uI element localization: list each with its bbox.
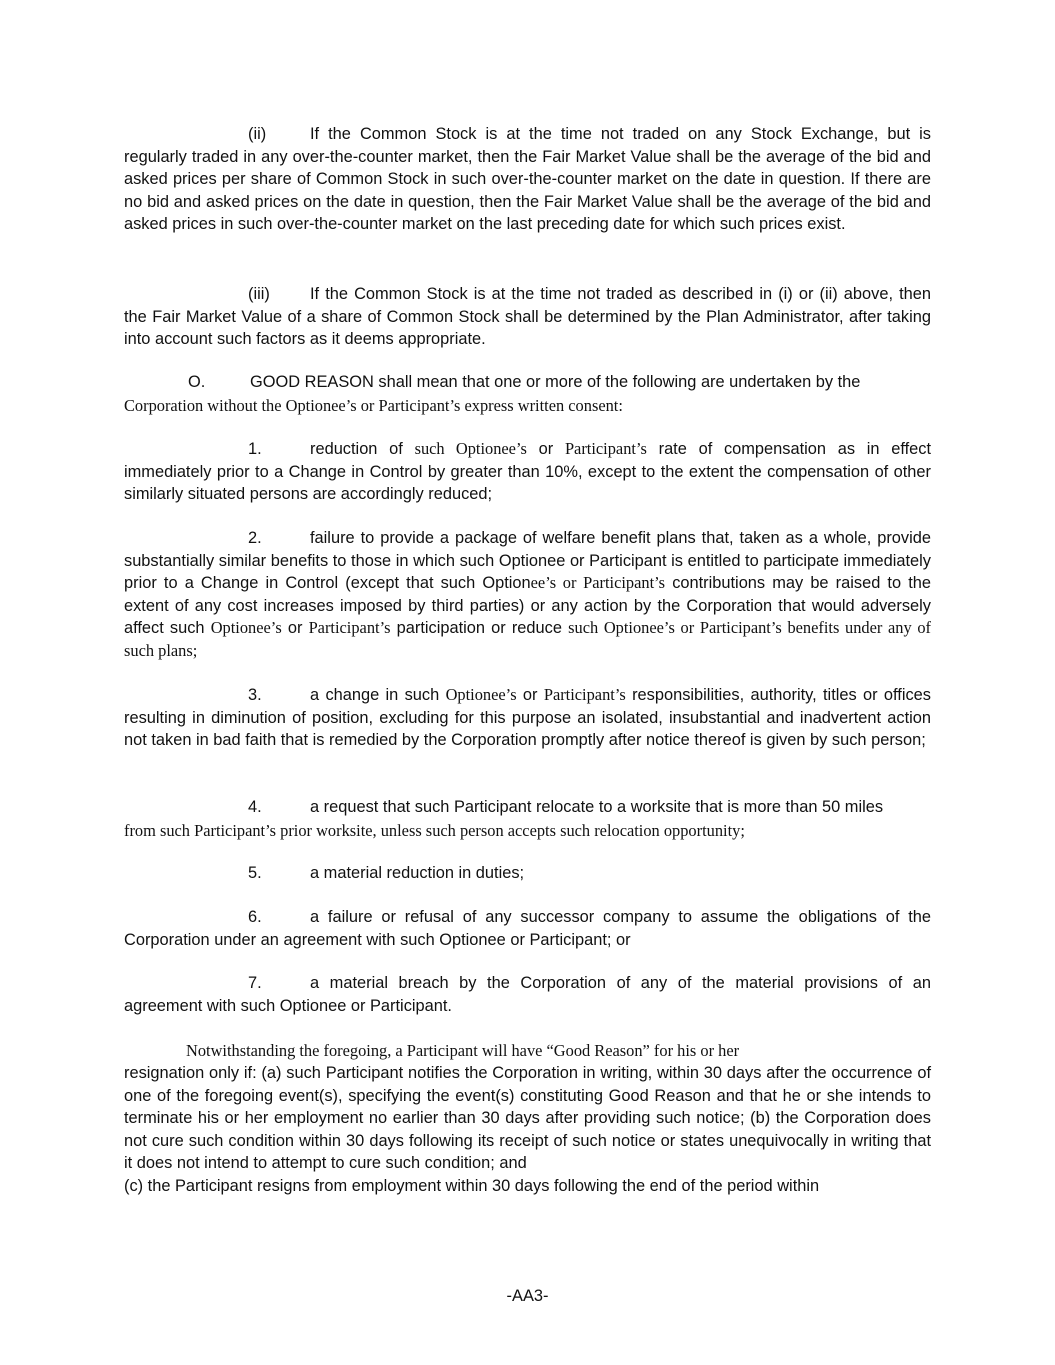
list-number: 6. xyxy=(248,908,262,926)
list-item-3 xyxy=(124,684,931,752)
list-item-7 xyxy=(124,972,931,1017)
paragraph-text: If the Common Stock is at the time not traded as described in (i) or (ii) above, then the Fair Market Value of a share of Common Stock shall be determined by the Plan Administrator, after taking into account such factors as it deems appropriate. xyxy=(124,285,931,349)
list-number: 7. xyxy=(248,974,262,992)
paragraph-text: If the Common Stock is at the time not traded on any Stock Exchange, but is regularly traded in any over-the-counter market, then the Fair Market Value shall be the average of the bid and asked prices per share of Common Stock in such over-the-counter market on the date in question. If there are no bid and asked prices on the date in question, then the Fair Market Value shall be the average of the bid and asked prices in such over-the-counter market on the last preceding date for which such prices exist. xyxy=(124,125,931,234)
list-number: 2. xyxy=(248,529,262,547)
list-text-serif: such Optionee’s or Participant’s benefits under any of such plans; xyxy=(124,618,932,660)
list-text-serif: Optionee’s xyxy=(210,618,282,638)
list-text: a request that such Participant relocate to a worksite that is more than 50 miles xyxy=(310,798,884,816)
paragraph-text-serif: Notwithstanding the foregoing, a Participant will have “Good Reason” for his or her xyxy=(186,1041,740,1060)
section-letter: O. xyxy=(188,373,206,391)
list-text-serif: Participant’s xyxy=(564,439,647,458)
list-text-serif: such Optionee’s xyxy=(414,439,527,458)
section-o-heading-line xyxy=(124,371,931,394)
list-text: or xyxy=(287,619,303,638)
list-item-6 xyxy=(124,906,931,951)
list-text-serif: Optionee’s xyxy=(445,685,517,704)
notwithstanding-first-line xyxy=(124,1040,931,1063)
list-text-serif: Participant’s xyxy=(543,685,626,704)
notwithstanding-clause-c xyxy=(124,1175,931,1198)
notwithstanding-body xyxy=(124,1062,931,1175)
list-text: contributions may be raised to the extent of any cost increases imposed by third parties) or any action by the Corporation that would adversely affect such xyxy=(124,574,932,638)
list-text: or xyxy=(522,686,538,704)
section-heading-text: GOOD REASON shall mean that one or more of the following are undertaken by the xyxy=(250,373,861,391)
list-number: 5. xyxy=(248,864,262,882)
list-item-4-line xyxy=(124,796,931,819)
paragraph-number: (iii) xyxy=(248,285,270,303)
section-continuation-text: Corporation without the Optionee’s or Participant’s express written consent: xyxy=(124,396,623,415)
list-number: 3. xyxy=(248,686,262,704)
paragraph-number: (ii) xyxy=(248,125,267,143)
list-text: a failure or refusal of any successor company to assume the obligations of the Corporation under an agreement with such Optionee or Participant; or xyxy=(124,908,931,949)
paragraph-text: resignation only if: (a) such Participant notifies the Corporation in writing, within 30 days after the occurrence of one of the foregoing event(s), specifying the event(s) constituting Good Reason and that he or she intends to terminate his or her employment no earlier than 30 days after providing such notice; (b) the Corporation does not cure such condition within 30 days following its receipt of such notice or states unequivocally in writing that it does not intend to attempt to cure such condition; and xyxy=(124,1064,931,1173)
list-text: reduction of xyxy=(310,440,403,458)
list-text: participation or reduce xyxy=(396,619,562,638)
list-number: 1. xyxy=(248,440,262,458)
list-text: rate of compensation as in effect immediately prior to a Change in Control by greater than 10%, except to the extent the compensation of other similarly situated persons are accordingly reduced; xyxy=(124,440,932,504)
paragraph-ii xyxy=(124,123,931,236)
list-text-serif: from such Participant’s prior worksite, unless such person accepts such relocation opportunity; xyxy=(124,821,745,840)
list-text: a material reduction in duties; xyxy=(310,864,525,882)
list-item-4-continuation xyxy=(124,820,931,843)
list-text-serif: Participant’s xyxy=(308,618,391,638)
list-item-5 xyxy=(124,862,931,885)
list-text: a change in such xyxy=(310,686,440,704)
list-text: failure to provide a package of welfare benefit plans that, taken as a whole, provide substantially similar benefits to those in which such Optionee or Participant is entitled to participate immediately prior to a Change in Control (except that such Option xyxy=(124,529,931,593)
list-text: responsibilities, authority, titles or offices resulting in diminution of position, excluding for this purpose an isolated, insubstantial and inadvertent action not taken in bad faith that is remedied by the Corporation promptly after notice thereof is given by such person; xyxy=(124,686,931,750)
list-text: a material breach by the Corporation of any of the material provisions of an agreement with such Optionee or Participant. xyxy=(124,974,931,1015)
list-item-2 xyxy=(124,527,931,663)
list-text-serif: ee’s or Participant’s xyxy=(530,573,666,593)
list-number: 4. xyxy=(248,798,262,816)
section-o-continuation xyxy=(124,395,931,418)
list-text: or xyxy=(538,440,554,458)
page-number: -AA3- xyxy=(506,1287,549,1305)
paragraph-iii xyxy=(124,283,931,351)
paragraph-text: (c) the Participant resigns from employment within 30 days following the end of the period within xyxy=(124,1177,820,1195)
list-item-1 xyxy=(124,438,931,506)
